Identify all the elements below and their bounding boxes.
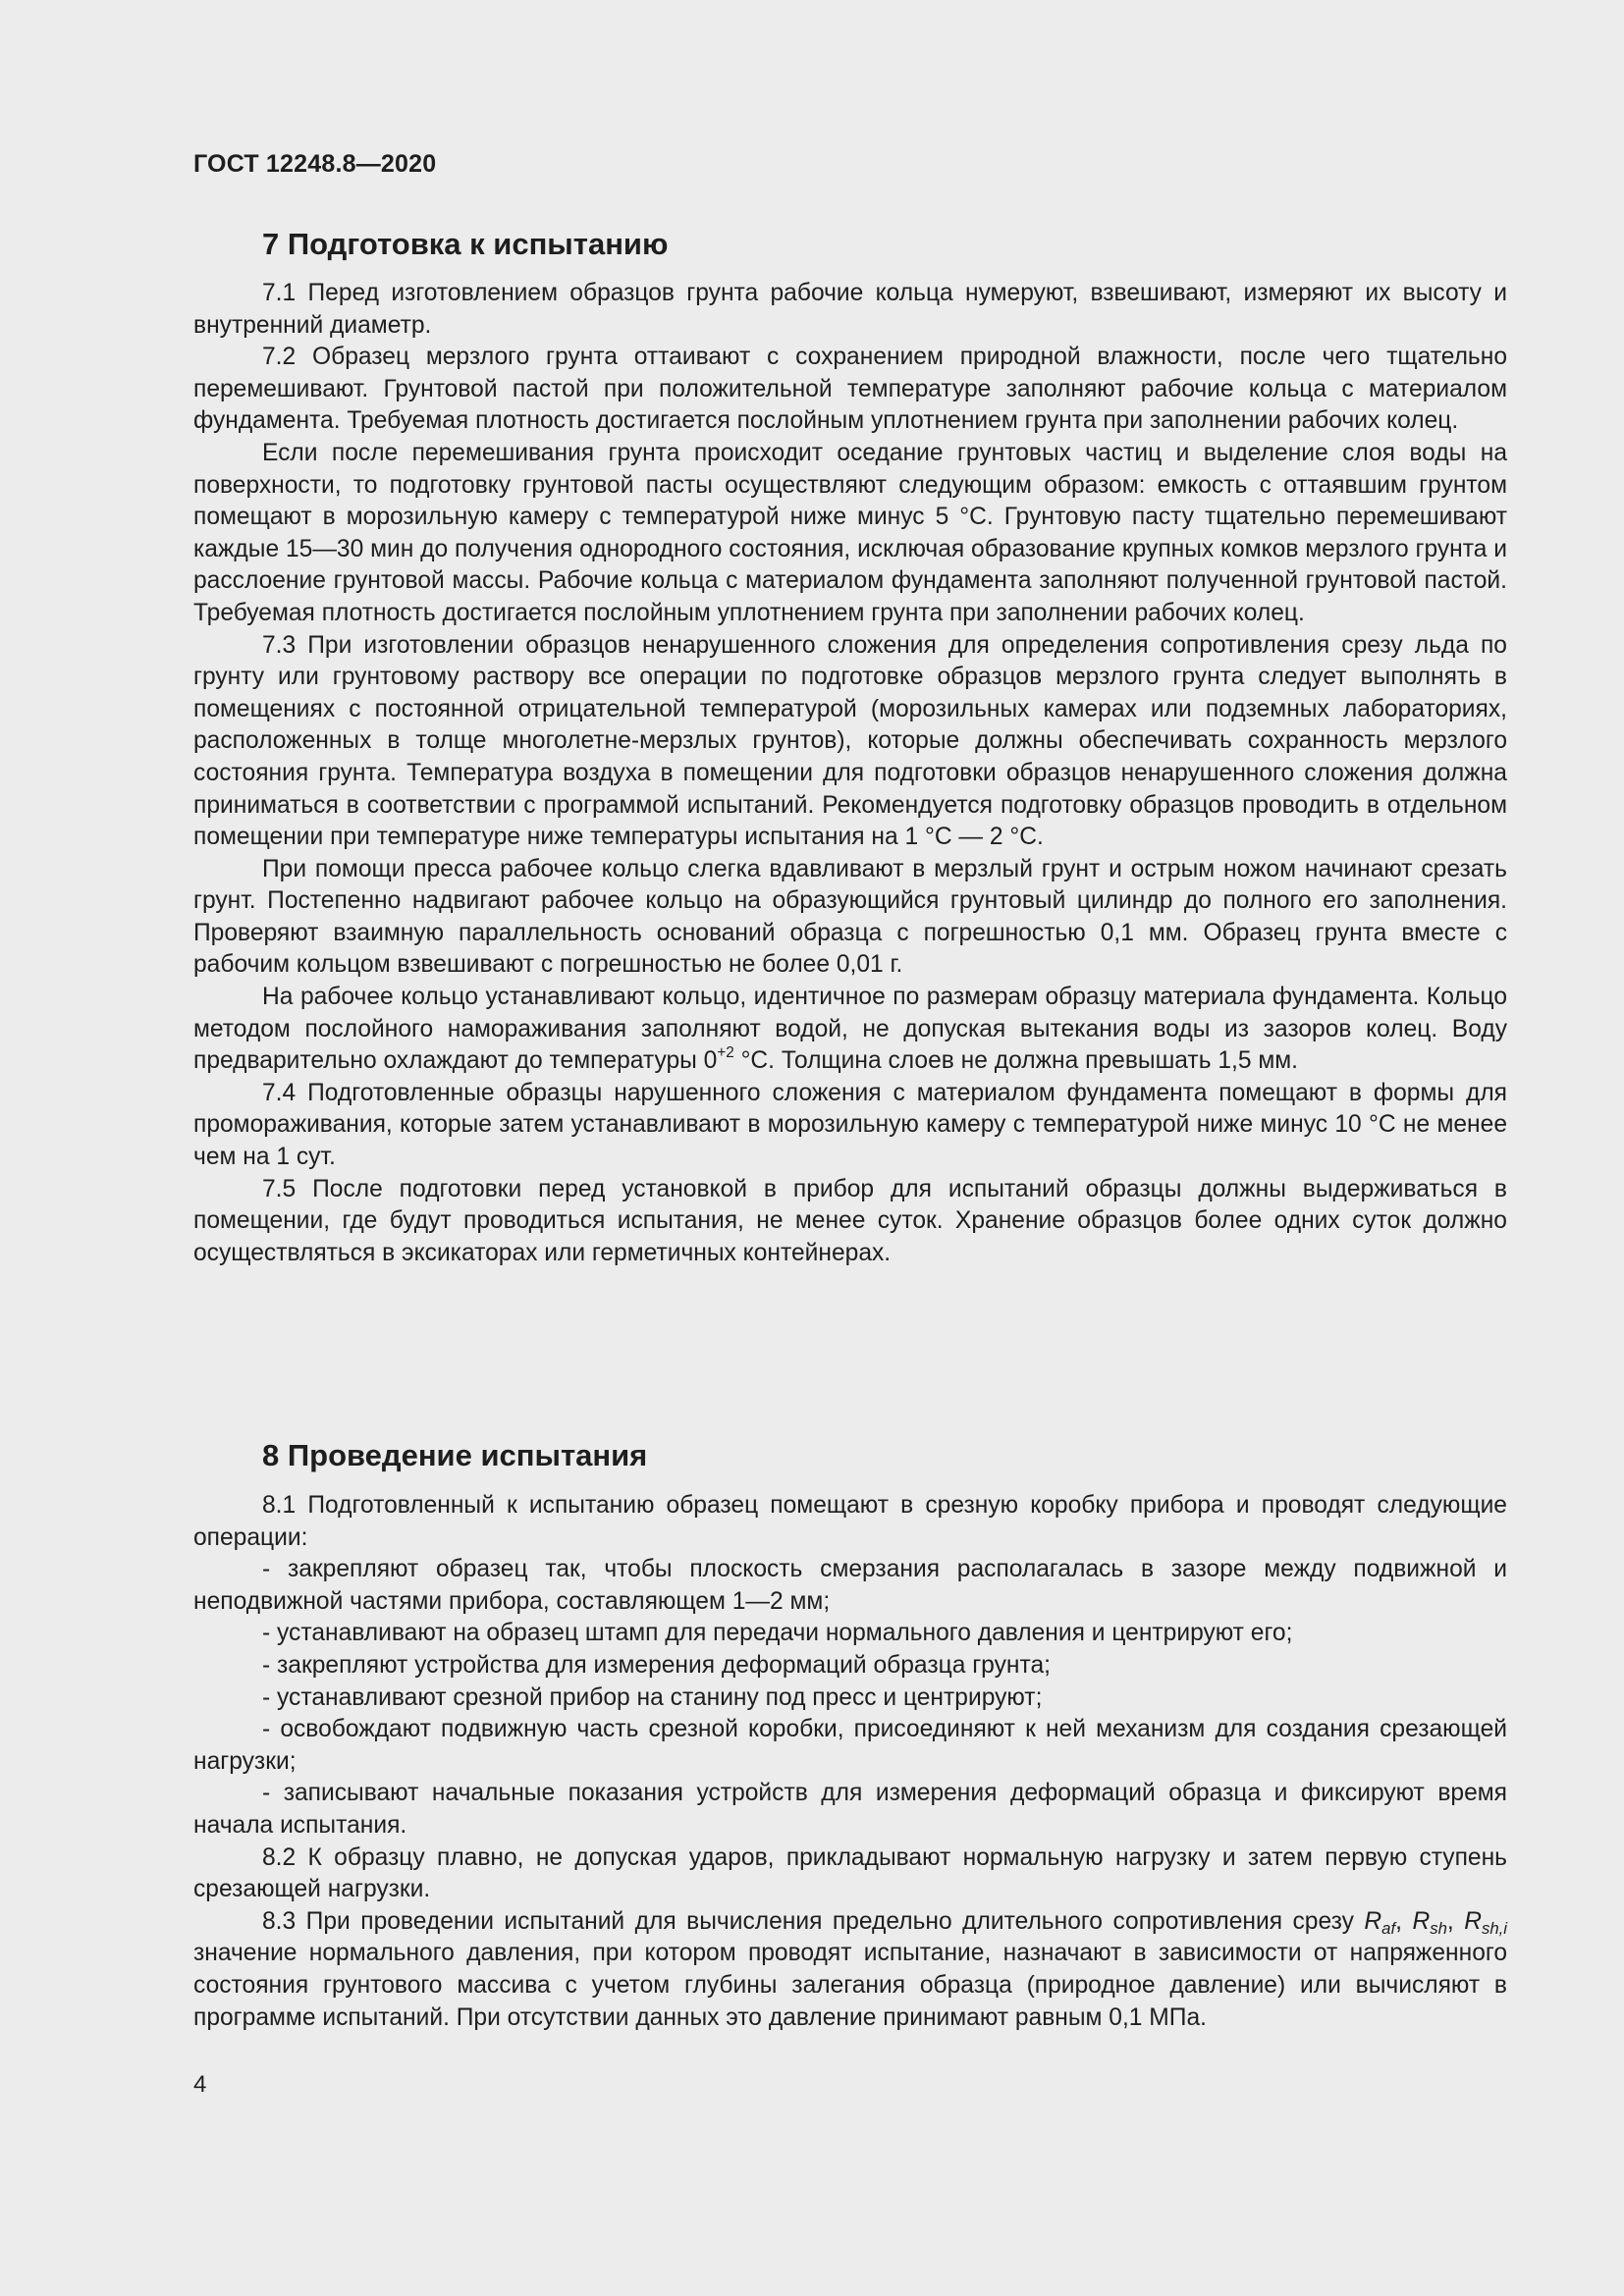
section-7-title: 7 Подготовка к испытанию <box>262 227 669 261</box>
page-number: 4 <box>193 2071 207 2098</box>
section-7-body <box>193 278 1507 1269</box>
paragraph-7-3-ring-text: На рабочее кольцо устанавливают кольцо, идентичное по размерам образцу материала фундамента. Кольцо методом послойного намораживания заполняют водой, не допуская вытекания воды из зазоров колец. Воду предварительно охлаждают до температуры 0 <box>193 984 1507 1075</box>
paragraph-7-2: 7.2 Образец мерзлого грунта оттаивают с сохранением природной влажности, после чего тщательно перемешивают. Грунтовой пастой при положительной температуре заполняют рабочие кольца с материалом фундамента. Требуемая плотность достигается послойным уплотнением грунта при заполнении рабочих колец. <box>193 344 1507 435</box>
paragraph-7-3-ring <box>193 982 1507 1078</box>
symbol-r-af: $R_{af}$ <box>1364 1907 1396 1938</box>
list-item: - освобождают подвижную часть срезной коробки, присоединяют к ней механизм для создания срезающей нагрузки; <box>193 1716 1507 1775</box>
list-item: - устанавливают на образец штамп для передачи нормального давления и центрируют его; <box>262 1620 1293 1647</box>
document-page <box>193 0 1507 2296</box>
symbol-separator: , <box>1446 1907 1465 1935</box>
list-item: - записывают начальные показания устройств для измерения деформаций образца и фиксируют время начала испытания. <box>193 1780 1507 1839</box>
list-item: - закрепляют устройства для измерения деформаций образца грунта; <box>262 1651 1051 1679</box>
section-8-body <box>193 1490 1507 2034</box>
document-code: ГОСТ 12248.8—2020 <box>193 150 437 178</box>
list-item: - устанавливают срезной прибор на станину под пресс и центрируют; <box>262 1683 1043 1711</box>
list-item: - закрепляют образец так, чтобы плоскость смерзания располагалась в зазоре между подвижной и неподвижной частями прибора, составляющем 1—2 мм; <box>193 1556 1507 1615</box>
paragraph-8-3-end: значение нормального давления, при котором проводят испытание, назначают в зависимости от напряженного состояния грунтового массива с учетом глубины залегания образца (природное давление) или вычисляют в программе испытаний. При отсутствии данных это давление принимают равным 0,1 МПа. <box>193 1940 1507 2031</box>
paragraph-7-2-cont: Если после перемешивания грунта происходит оседание грунтовых частиц и выделение слоя воды на поверхности, то подготовку грунтовой пасты осуществляют следующим образом: емкость с оттаявшим грунтом помещают в морозильную камеру с температурой ниже минус 5 °С. Грунтовую пасту тщательно перемешивают каждые 15—30 мин до получения однородного состояния, исключая образование крупных комков мерзлого грунта и расслоение грунтовой массы. Рабочие кольца с материалом фундамента заполняют полученной грунтовой пастой. Требуемая плотность достигается послойным уплотнением грунта при заполнении рабочих колец. <box>193 439 1507 626</box>
symbol-r-sh: $R_{sh}$ <box>1412 1907 1447 1938</box>
paragraph-7-4: 7.4 Подготовленные образцы нарушенного сложения с материалом фундамента помещают в формы для промораживания, которые затем устанавливают в морозильную камеру с температурой ниже минус 10 °С не менее чем на 1 сут. <box>193 1079 1507 1171</box>
symbol-r-sh-i: $R_{sh,i}$ <box>1464 1907 1508 1938</box>
paragraph-7-3-ring-end: °С. Толщина слоев не должна превышать 1,5 мм. <box>733 1047 1299 1075</box>
paragraph-8-1: 8.1 Подготовленный к испытанию образец помещают в срезную коробку прибора и проводят следующие операции: <box>193 1492 1507 1551</box>
paragraph-7-3-press: При помощи пресса рабочее кольцо слегка вдавливают в мерзлый грунт и острым ножом начинают срезать грунт. Постепенно надвигают рабочее кольцо на образующийся грунтовый цилиндр до полного его заполнения. Проверяют взаимную параллельность оснований образца с погрешностью 0,1 мм. Образец грунта вместе с рабочим кольцом взвешивают с погрешностью не более 0,01 г. <box>193 855 1507 979</box>
paragraph-7-3: 7.3 При изготовлении образцов ненарушенного сложения для определения сопротивления срезу льда по грунту или грунтовому раствору все операции по подготовке образцов мерзлого грунта следует выполнять в помещениях с постоянной отрицательной температурой (морозильных камерах или подземных лабораториях, расположенных в толще многолетне-мерзлых грунтов), которые должны обеспечивать сохранность мерзлого состояния грунта. Температура воздуха в помещении для подготовки образцов ненарушенного сложения должна приниматься в соответствии с программой испытаний. Рекомендуется подготовку образцов проводить в отдельном помещении при температуре ниже температуры испытания на 1 °С — 2 °С. <box>193 631 1507 851</box>
paragraph-7-1: 7.1 Перед изготовлением образцов грунта рабочие кольца нумеруют, взвешивают, измеряют их высоту и внутренний диаметр. <box>193 280 1507 339</box>
paragraph-8-3 <box>193 1906 1507 2034</box>
paragraph-8-2: 8.2 К образцу плавно, не допуская ударов, прикладывают нормальную нагрузку и затем первую ступень срезающей нагрузки. <box>193 1843 1507 1903</box>
temperature-superscript: +2 <box>717 1043 734 1061</box>
symbol-separator: , <box>1395 1907 1413 1935</box>
paragraph-8-3-text: 8.3 При проведении испытаний для вычисления предельно длительного сопротивления срезу <box>262 1907 1365 1935</box>
paragraph-7-5: 7.5 После подготовки перед установкой в прибор для испытаний образцы должны выдерживаться в помещении, где будут проводиться испытания, не менее суток. Хранение образцов более одних суток должно осуществляться в эксикаторах или герметичных контейнерах. <box>193 1175 1507 1266</box>
section-8-title: 8 Проведение испытания <box>262 1438 648 1472</box>
